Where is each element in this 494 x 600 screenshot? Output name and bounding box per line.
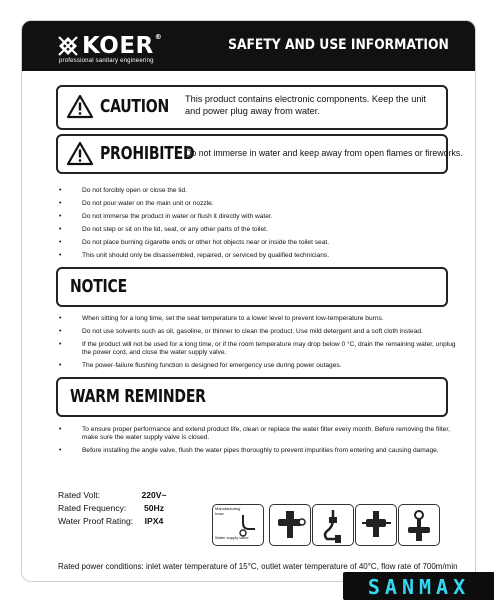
warning-triangle-icon — [66, 141, 94, 166]
spec-value: 220V~ — [141, 490, 167, 500]
list-item: • Do not place burning cigarette ends or other hot objects near or inside the toilet seat. — [56, 239, 456, 247]
spec-label: Rated Volt: — [58, 490, 101, 500]
rated-conditions-note: Rated power conditions: inlet water temperature of 15°C, outlet water temperature of 40°C, flow rate of 700m/min — [58, 561, 458, 571]
spec-rated-frequency — [58, 502, 174, 515]
spec-label: Rated Frequency: — [58, 503, 127, 513]
filter-pictogram — [355, 504, 397, 546]
watermark — [343, 572, 494, 600]
caution-text: This product contains electronic components. Keep the unit and power plug away from water. — [185, 94, 427, 116]
brand-tagline: professional sanitary engineering — [59, 58, 154, 64]
list-item: • To ensure proper performance and extend product life, clean or replace the water filter every month. Before removing the filter, make sure the water supply valve is closed. — [56, 426, 456, 442]
warning-triangle-icon — [66, 94, 94, 119]
logo-mark-icon — [58, 36, 78, 56]
list-item: • The power-failure flushing function is designed for emergency use during power outages. — [56, 362, 456, 370]
prohibited-box — [56, 134, 463, 174]
list-item: • Do not use solvents such as oil, gasoline, or thinner to clean the product. Use mild detergent and a soft cloth instead. — [56, 328, 456, 336]
page-title: SAFETY AND USE INFORMATION — [228, 37, 449, 53]
warm-reminder-box — [56, 377, 448, 417]
brand-logo — [58, 34, 188, 68]
watermark-text: SANMAX — [367, 575, 471, 599]
supply-valve-icon — [399, 505, 439, 545]
list-item: • Do not step or sit on the lid, seat, or any other parts of the toilet. — [56, 226, 456, 234]
diagram-label: Water supply valve — [215, 535, 249, 540]
spec-value: 50Hz — [143, 503, 165, 513]
list-item: • Do not immerse the product in water or flush it directly with water. — [56, 213, 456, 221]
spec-rated-volt — [58, 489, 174, 502]
angle-valve-pictogram — [269, 504, 311, 546]
spec-label: Water Proof Rating: — [58, 516, 134, 526]
prohibited-list — [56, 187, 456, 265]
prohibited-text: Do not immerse in water and keep away from open flames or fireworks. — [185, 148, 463, 158]
warm-reminder-list — [56, 426, 456, 460]
notice-list — [56, 315, 456, 375]
hose-connection-icon — [313, 505, 353, 545]
prohibited-title: PROHIBITED — [100, 143, 195, 164]
hose-connection-pictogram — [312, 504, 354, 546]
list-item: • Do not pour water on the main unit or nozzle. — [56, 200, 456, 208]
caution-title: CAUTION — [100, 96, 169, 117]
list-item: • When sitting for a long time, set the seat temperature to a lower level to prevent low-temperature burns. — [56, 315, 456, 323]
diagram-label: Manufacturing hose — [215, 506, 241, 516]
list-item: • Before installing the angle valve, flush the water pipes thoroughly to prevent impurities from entering and causing damage. — [56, 447, 456, 455]
spec-value: IPX4 — [144, 516, 164, 526]
hose-valve-diagram — [212, 504, 264, 546]
list-item: • If the product will not be used for a long time, or if the room temperature may drop below 0 °C, drain the remaining water, unplug the power cord, and close the water supply valve. — [56, 341, 456, 357]
list-item: • This unit should only be disassembled, repaired, or serviced by qualified technicians. — [56, 252, 456, 260]
angle-valve-icon — [270, 505, 310, 545]
warm-reminder-title: WARM REMINDER — [70, 386, 206, 407]
notice-title: NOTICE — [70, 276, 127, 297]
list-item: • Do not forcibly open or close the lid. — [56, 187, 456, 195]
filter-icon — [356, 505, 396, 545]
header-bar — [22, 21, 475, 71]
notice-box — [56, 267, 448, 307]
spec-waterproof-rating — [58, 515, 174, 528]
supply-valve-pictogram — [398, 504, 440, 546]
caution-box — [56, 85, 448, 130]
safety-label-card — [21, 20, 476, 582]
brand-name: KOER® — [82, 33, 163, 59]
